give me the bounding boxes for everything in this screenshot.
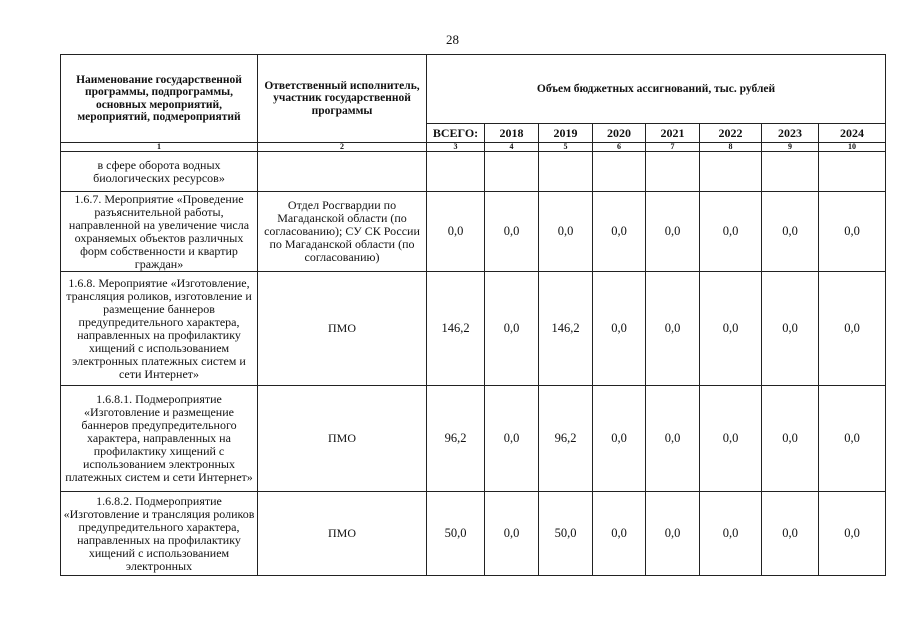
header-budget: Объем бюджетных ассигнований, тыс. рублей bbox=[427, 55, 886, 124]
value-cell: 0,0 bbox=[700, 272, 762, 386]
column-number: 8 bbox=[700, 143, 762, 152]
value-cell: 0,0 bbox=[819, 272, 886, 386]
value-cell: 0,0 bbox=[539, 192, 593, 272]
value-cell: 96,2 bbox=[539, 386, 593, 492]
value-cell bbox=[700, 152, 762, 192]
header-year: 2022 bbox=[700, 124, 762, 143]
value-cell: 0,0 bbox=[762, 272, 819, 386]
column-number-row bbox=[61, 143, 886, 152]
value-cell: 0,0 bbox=[700, 192, 762, 272]
value-cell bbox=[646, 152, 700, 192]
table-row bbox=[61, 152, 886, 192]
page-number: 28 bbox=[446, 32, 459, 47]
value-cell: 0,0 bbox=[646, 386, 700, 492]
value-cell: 0,0 bbox=[485, 272, 539, 386]
value-cell bbox=[819, 152, 886, 192]
budget-table bbox=[60, 54, 886, 576]
value-cell: 0,0 bbox=[485, 386, 539, 492]
value-cell: 0,0 bbox=[762, 192, 819, 272]
header-name: Наименование государственной программы, подпрограммы, основных мероприятий, мероприятий, подмероприятий bbox=[61, 55, 258, 143]
header-total: ВСЕГО: bbox=[427, 124, 485, 143]
table-row bbox=[61, 386, 886, 492]
row-name: 1.6.8. Мероприятие «Изготовление, трансляция роликов, изготовление и размещение баннеров предупредительного характера, направленных на профилактику хищений с использованием электронных платежных систем и сети Интернет» bbox=[61, 272, 258, 386]
value-cell bbox=[539, 152, 593, 192]
header-executor: Ответственный исполнитель, участник государственной программы bbox=[258, 55, 427, 143]
value-cell: 0,0 bbox=[762, 386, 819, 492]
value-cell bbox=[593, 152, 646, 192]
table-row bbox=[61, 272, 886, 386]
value-cell: 0,0 bbox=[593, 272, 646, 386]
value-cell: 0,0 bbox=[762, 492, 819, 576]
column-number: 1 bbox=[61, 143, 258, 152]
column-number: 6 bbox=[593, 143, 646, 152]
row-name: в сфере оборота водных биологических ресурсов» bbox=[61, 152, 258, 192]
column-number: 3 bbox=[427, 143, 485, 152]
value-total: 96,2 bbox=[427, 386, 485, 492]
value-cell: 50,0 bbox=[539, 492, 593, 576]
value-total: 0,0 bbox=[427, 192, 485, 272]
column-number: 5 bbox=[539, 143, 593, 152]
row-executor bbox=[258, 152, 427, 192]
value-cell: 0,0 bbox=[819, 386, 886, 492]
value-cell: 0,0 bbox=[593, 386, 646, 492]
value-cell: 0,0 bbox=[593, 192, 646, 272]
value-cell: 0,0 bbox=[646, 492, 700, 576]
row-executor: ПМО bbox=[258, 492, 427, 576]
value-cell: 0,0 bbox=[646, 272, 700, 386]
header-year: 2023 bbox=[762, 124, 819, 143]
value-total bbox=[427, 152, 485, 192]
column-number: 10 bbox=[819, 143, 886, 152]
value-total: 50,0 bbox=[427, 492, 485, 576]
header-year: 2024 bbox=[819, 124, 886, 143]
header-year: 2020 bbox=[593, 124, 646, 143]
column-number: 7 bbox=[646, 143, 700, 152]
row-name: 1.6.8.1. Подмероприятие «Изготовление и размещение баннеров предупредительного характера, направленных на профилактику хищений с использованием электронных платежных систем и сети Интернет» bbox=[61, 386, 258, 492]
value-cell: 0,0 bbox=[819, 492, 886, 576]
header-year: 2021 bbox=[646, 124, 700, 143]
header-year: 2018 bbox=[485, 124, 539, 143]
row-executor: ПМО bbox=[258, 272, 427, 386]
row-executor: ПМО bbox=[258, 386, 427, 492]
value-cell bbox=[485, 152, 539, 192]
column-number: 2 bbox=[258, 143, 427, 152]
column-number: 9 bbox=[762, 143, 819, 152]
value-cell: 0,0 bbox=[593, 492, 646, 576]
table-row bbox=[61, 192, 886, 272]
column-number: 4 bbox=[485, 143, 539, 152]
value-cell: 0,0 bbox=[700, 492, 762, 576]
value-total: 146,2 bbox=[427, 272, 485, 386]
value-cell: 0,0 bbox=[485, 492, 539, 576]
table-row bbox=[61, 492, 886, 576]
header-year: 2019 bbox=[539, 124, 593, 143]
row-name: 1.6.7. Мероприятие «Проведение разъяснительной работы, направленной на увеличение числа охраняемых объектов различных форм собственности и квартир граждан» bbox=[61, 192, 258, 272]
value-cell: 0,0 bbox=[485, 192, 539, 272]
value-cell: 0,0 bbox=[819, 192, 886, 272]
value-cell: 0,0 bbox=[646, 192, 700, 272]
value-cell bbox=[762, 152, 819, 192]
value-cell: 146,2 bbox=[539, 272, 593, 386]
row-executor: Отдел Росгвардии по Магаданской области (по согласованию); СУ СК России по Магаданской области (по согласованию) bbox=[258, 192, 427, 272]
value-cell: 0,0 bbox=[700, 386, 762, 492]
row-name: 1.6.8.2. Подмероприятие «Изготовление и трансляция роликов предупредительного характера, направленных на профилактику хищений с использованием электронных bbox=[61, 492, 258, 576]
